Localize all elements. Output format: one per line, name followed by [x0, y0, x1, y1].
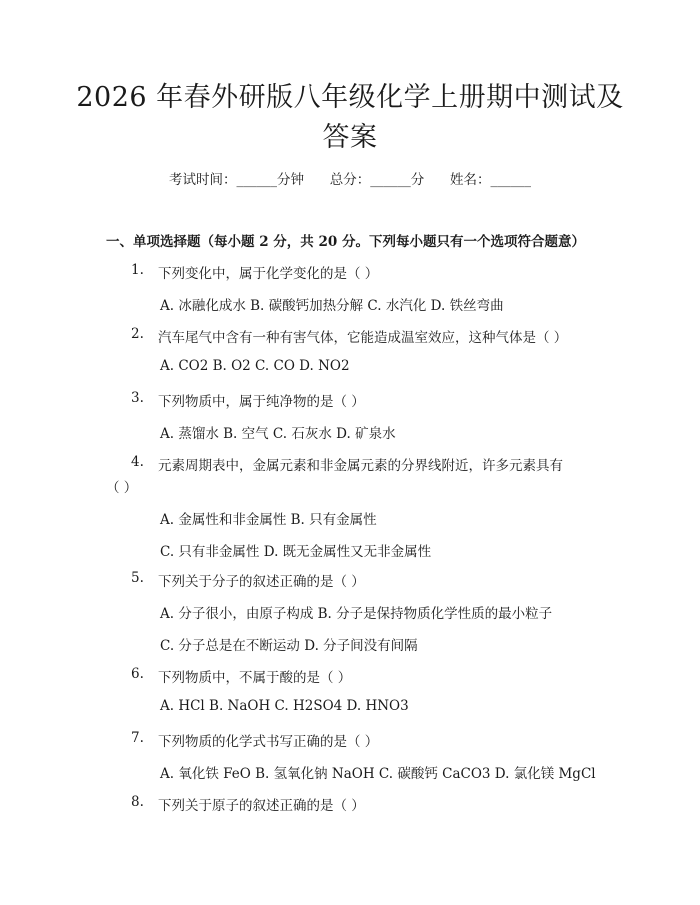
question-number: 2.	[131, 326, 144, 342]
time-unit: 分钟	[277, 172, 304, 188]
page-title	[60, 78, 640, 158]
name-blank: ______	[490, 172, 531, 188]
question-text: 下列关于原子的叙述正确的是（ ）	[158, 798, 365, 814]
question-1-options: A. 冰融化成水 B. 碳酸钙加热分解 C. 水汽化 D. 铁丝弯曲	[160, 298, 504, 314]
question-number: 3.	[131, 390, 144, 406]
question-number: 6.	[131, 666, 144, 682]
question-number: 7.	[131, 730, 144, 746]
score-blank: ______	[370, 172, 411, 188]
question-text: 元素周期表中，金属元素和非金属元素的分界线附近，许多元素具有	[158, 458, 563, 474]
section-title: 一、单项选择题（每小题 2 分，共 20 分。下列每小题只有一个选项符合题意）	[106, 234, 585, 250]
question-text: 汽车尾气中含有一种有害气体，它能造成温室效应，这种气体是（ ）	[158, 330, 568, 346]
question-text: 下列物质中，不属于酸的是（ ）	[158, 670, 352, 686]
question-text: 下列物质的化学式书写正确的是（ ）	[158, 734, 379, 750]
question-text: 下列物质中，属于纯净物的是（ ）	[158, 394, 365, 410]
question-3-options: A. 蒸馏水 B. 空气 C. 石灰水 D. 矿泉水	[160, 426, 396, 442]
question-text: 下列关于分子的叙述正确的是（ ）	[158, 574, 365, 590]
question-2-options: A. CO2 B. O2 C. CO D. NO2	[160, 358, 350, 374]
title-line-2: 答案	[322, 122, 378, 153]
question-number: 8.	[131, 794, 144, 810]
question-4-continuation: （ ）	[106, 480, 138, 496]
time-blank: ______	[236, 172, 277, 188]
question-text: 下列变化中，属于化学变化的是（ ）	[158, 266, 379, 282]
question-5-options-1: A. 分子很小，由原子构成 B. 分子是保持物质化学性质的最小粒子	[160, 606, 553, 622]
question-7-options: A. 氧化铁 FeO B. 氢氧化钠 NaOH C. 碳酸钙 CaCO3 D. 氯化镁 MgCl	[160, 766, 596, 782]
question-4-options-1: A. 金属性和非金属性 B. 只有金属性	[160, 512, 377, 528]
question-number: 4.	[131, 454, 144, 470]
question-4-options-2: C. 只有非金属性 D. 既无金属性又无非金属性	[160, 544, 432, 560]
question-6-options: A. HCl B. NaOH C. H2SO4 D. HNO3	[160, 698, 409, 714]
score-unit: 分	[410, 172, 425, 188]
title-line-1: 2026 年春外研版八年级化学上册期中测试及	[76, 82, 624, 113]
time-label: 考试时间：	[169, 172, 237, 188]
name-label: 姓名：	[450, 172, 491, 188]
question-number: 1.	[131, 262, 144, 278]
question-number: 5.	[131, 570, 144, 586]
exam-info-line	[0, 168, 700, 188]
question-5-options-2: C. 分子总是在不断运动 D. 分子间没有间隔	[160, 638, 418, 654]
score-label: 总分：	[329, 172, 371, 188]
